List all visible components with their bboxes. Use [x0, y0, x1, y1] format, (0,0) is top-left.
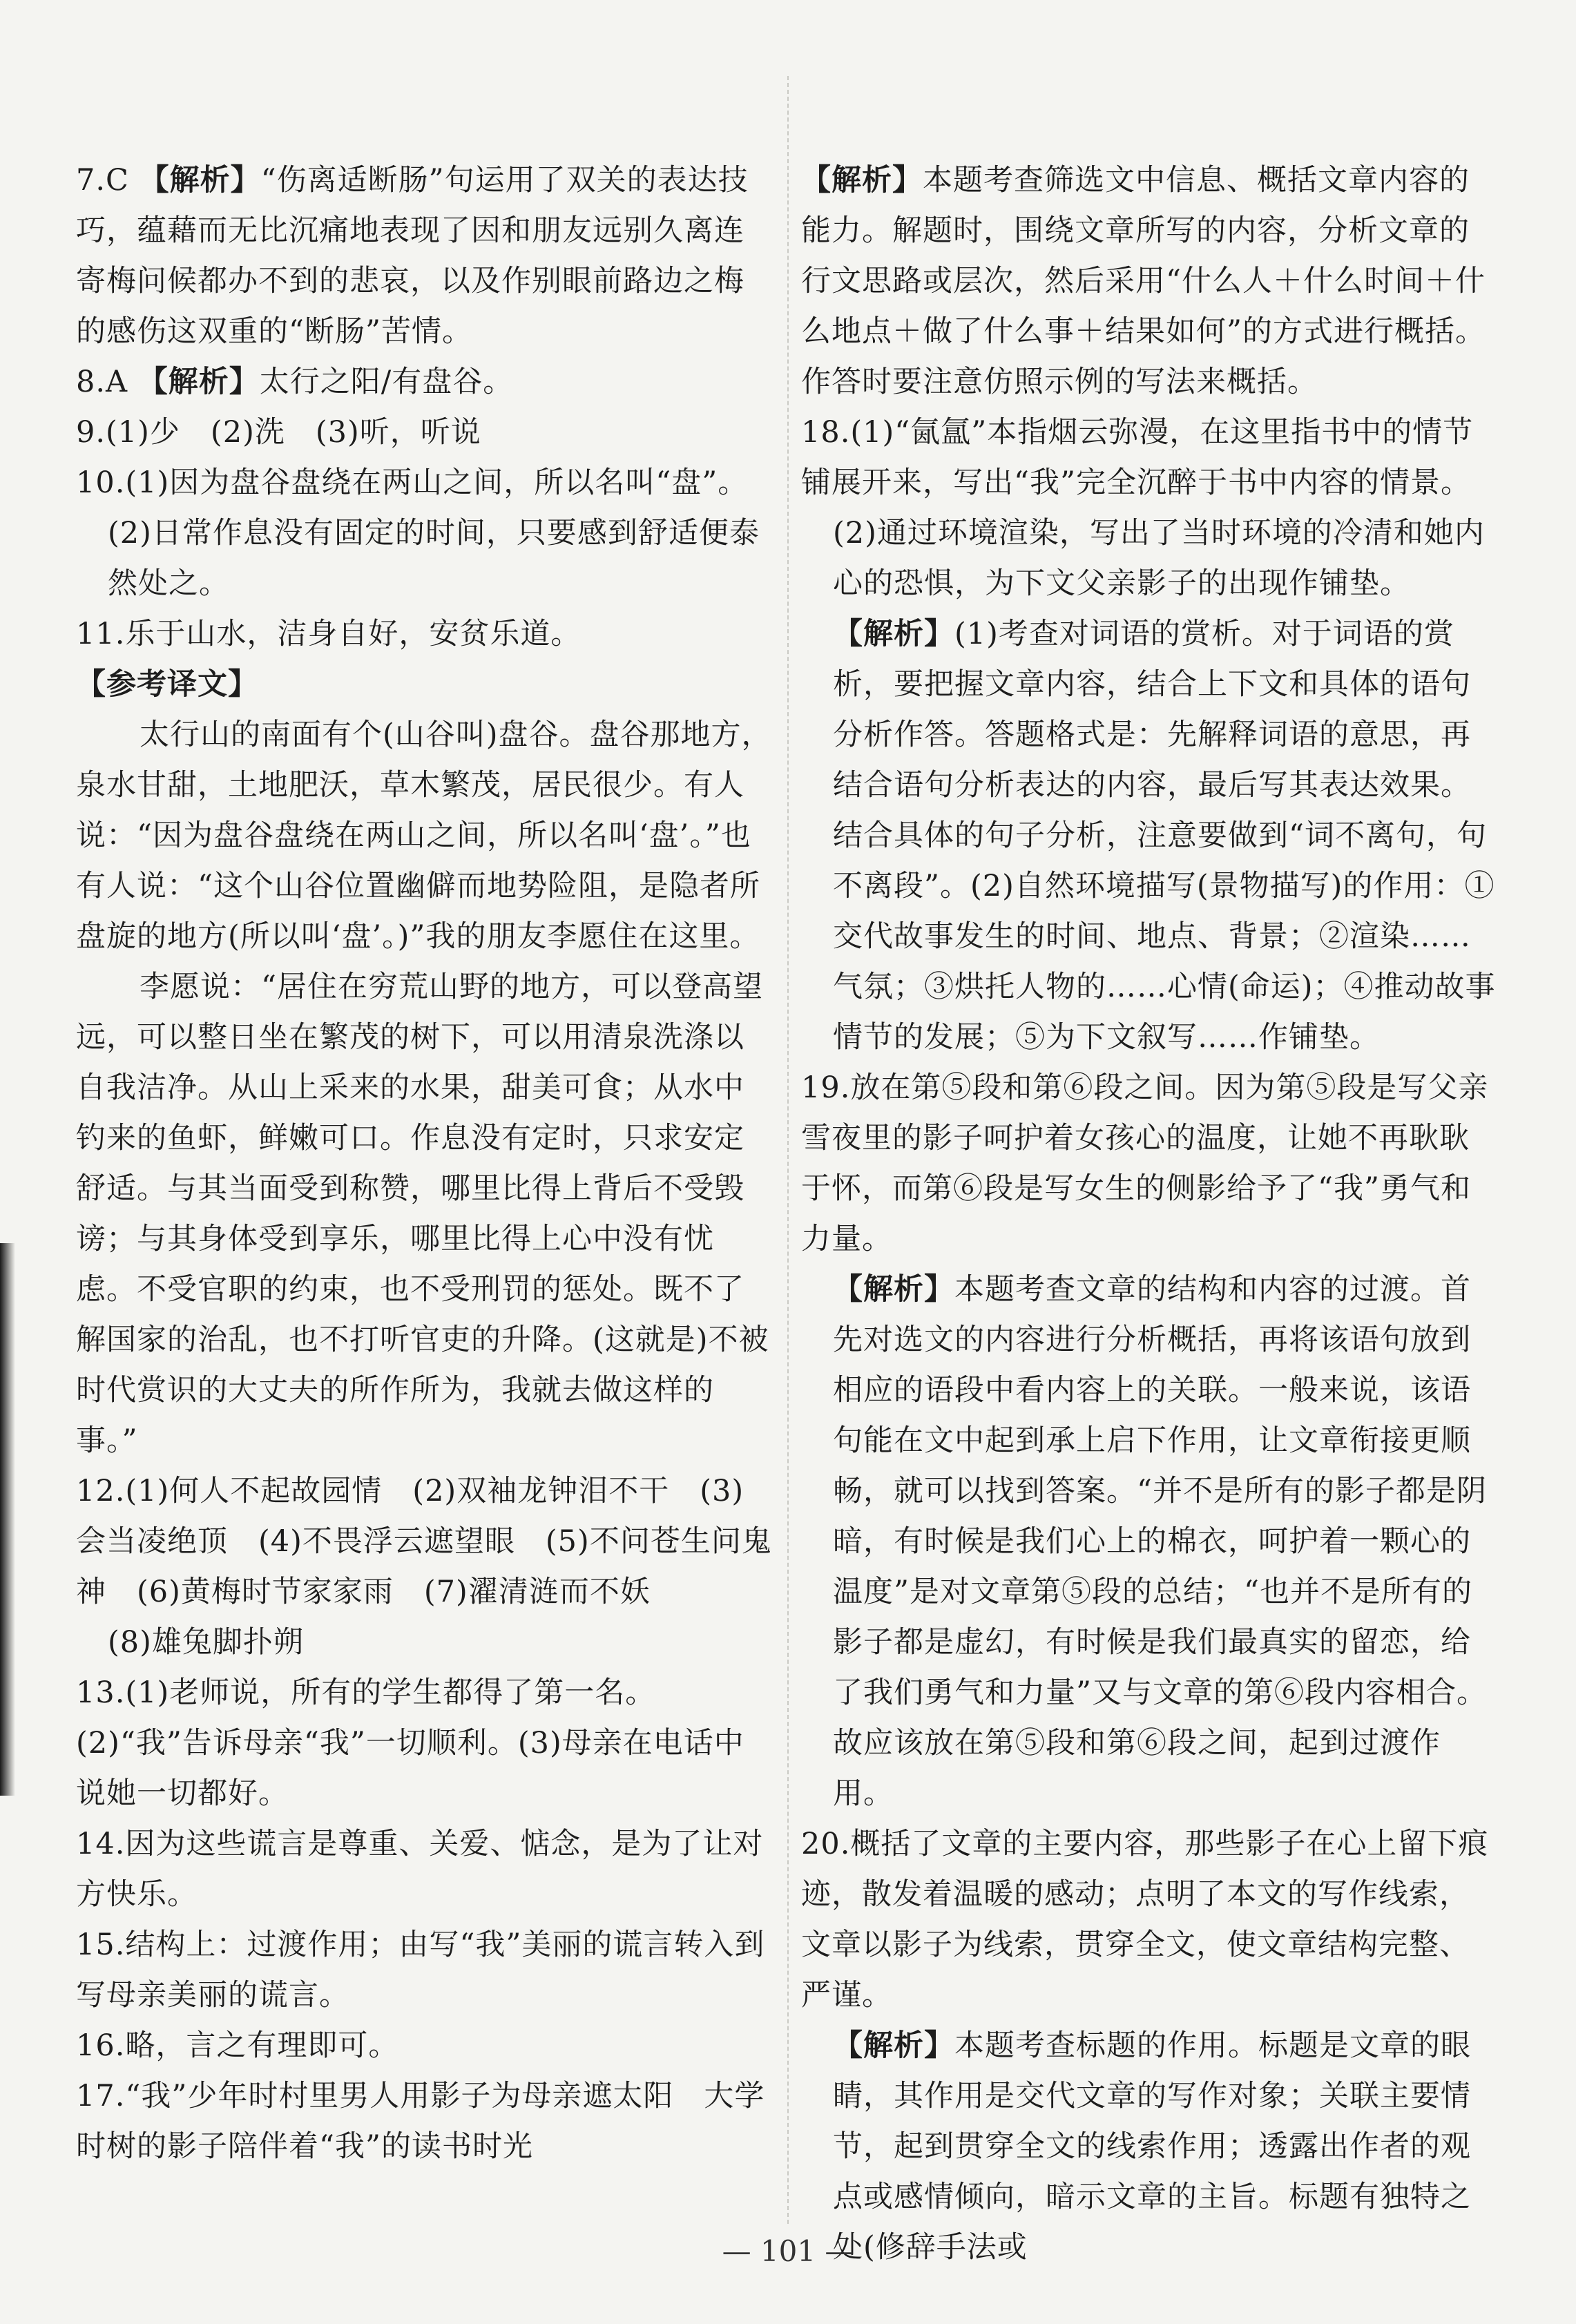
scan-edge-shadow: [0, 1243, 15, 1796]
right-column: [801, 155, 1499, 2273]
analysis-tag: 【解析】: [833, 617, 954, 651]
answer-10-part-1: 10.(1)因为盘谷盘绕在两山之间，所以名叫“盘”。: [76, 465, 749, 500]
answer-18-analysis-text: (1)考查对词语的赏析。对于词语的赏析，要把握文章内容，结合上下文和具体的语句分析作答。答题格式是：先解释词语的意思，再结合语句分析表达的内容，最后写其表达效果。结合具体的句子分析，注意要做到“词不离句，句不离段”。(2)自然环境描写(景物描写)的作用：①交代故事发生的时间、地点、背景；②渲染……气氛；③烘托人物的……心情(命运)；④推动故事情节的发展；⑤为下文叙写……作铺垫。: [833, 617, 1496, 1055]
translation-paragraph-1: 太行山的南面有个(山谷叫)盘谷。盘谷那地方，泉水甘甜，土地肥沃，草木繁茂，居民很少。有人说：“因为盘谷盘绕在两山之间，所以名叫‘盘’。”也有人说：“这个山谷位置幽僻而地势险阻，是隐者所盘旋的地方(所以叫‘盘’。)”我的朋友李愿住在这里。: [76, 718, 772, 954]
answer-14: 14.因为这些谎言是尊重、关爱、惦念，是为了让对方快乐。: [76, 1827, 764, 1912]
answer-8-text: 太行之阳/有盘谷。: [259, 365, 514, 399]
page-number: — 101 —: [722, 2234, 854, 2268]
answer-16: 16.略，言之有理即可。: [76, 2028, 399, 2063]
answer-17-analysis-text: 本题考查筛选文中信息、概括文章内容的能力。解题时，围绕文章所写的内容，分析文章的行文思路或层次，然后采用“什么人＋什么时间＋什么地点＋做了什么事＋结果如何”的方式进行概括。作答时要注意仿照示例的写法来概括。: [801, 163, 1486, 399]
translation-paragraph-2: 李愿说：“居住在穷荒山野的地方，可以登高望远，可以整日坐在繁茂的树下，可以用清泉洗涤以自我洁净。从山上采来的水果，甜美可食；从水中钓来的鱼虾，鲜嫩可口。作息没有定时，只求安定舒适。与其当面受到称赞，哪里比得上背后不受毁谤；与其身体受到享乐，哪里比得上心中没有忧虑。不受官职的约束，也不受刑罚的惩处。既不了解国家的治乱，也不打听官吏的升降。(这就是)不被时代赏识的大丈夫的所作所为，我就去做这样的事。”: [76, 970, 769, 1458]
column-divider: [787, 76, 789, 2224]
answer-12-part-8: (8)雄兔脚扑朔: [108, 1625, 304, 1660]
answer-9: 9.(1)少 (2)洗 (3)听，听说: [76, 415, 481, 450]
answer-20: 20.概括了文章的主要内容，那些影子在心上留下痕迹，散发着温暖的感动；点明了本文的写作线索，文章以影子为线索，贯穿全文，使文章结构完整、严谨。: [801, 1827, 1489, 2013]
answer-7-text: “伤离适断肠”句运用了双关的表达技巧，蕴藉而无比沉痛地表现了因和朋友远别久离连寄梅问候都办不到的悲哀，以及作别眼前路边之梅的感伤这双重的“断肠”苦情。: [76, 163, 749, 349]
analysis-tag: 【解析】: [137, 365, 260, 399]
answer-17: 17.“我”少年时村里男人用影子为母亲遮太阳 大学时树的影子陪伴着“我”的读书时光: [76, 2079, 765, 2164]
answer-19: 19.放在第⑤段和第⑥段之间。因为第⑤段是写父亲雪夜里的影子呵护着女孩心的温度，让她不再耿耿于怀，而第⑥段是写女生的侧影给予了“我”勇气和力量。: [801, 1070, 1489, 1256]
answer-10-part-2: (2)日常作息没有固定的时间，只要感到舒适便泰然处之。: [108, 516, 760, 601]
left-column: [76, 155, 773, 2172]
answer-7-number: 7.C: [76, 163, 129, 198]
answer-13: 13.(1)老师说，所有的学生都得了第一名。(2)“我”告诉母亲“我”一切顺利。(3)母亲在电话中说她一切都好。: [76, 1675, 744, 1811]
analysis-tag: 【解析】: [139, 163, 261, 198]
answer-15: 15.结构上：过渡作用；由写“我”美丽的谎言转入到写母亲美丽的谎言。: [76, 1928, 765, 2013]
answer-11: 11.乐于山水，洁身自好，安贫乐道。: [76, 617, 582, 651]
answer-8: [76, 357, 773, 407]
analysis-tag: 【解析】: [833, 2028, 954, 2063]
answer-8-number: 8.A: [76, 365, 128, 399]
answer-20-analysis-text: 本题考查标题的作用。标题是文章的眼睛，其作用是交代文章的写作对象；关联主要情节，起到贯穿全文的线索作用；透露出作者的观点或感情倾向，暗示文章的主旨。标题有独特之处(修辞手法或: [833, 2028, 1471, 2265]
answer-7: [76, 155, 773, 357]
answer-19-analysis: [801, 1265, 1499, 1819]
answer-19-analysis-text: 本题考查文章的结构和内容的过渡。首先对选文的内容进行分析概括，再将该语句放到相应的语段中看内容上的关联。一般来说，该语句能在文中起到承上启下作用，让文章衔接更顺畅，就可以找到答案。“并不是所有的影子都是阴暗，有时候是我们心上的棉衣，呵护着一颗心的温度”是对文章第⑤段的总结；“也并不是所有的影子都是虚幻，有时候是我们最真实的留恋，给了我们勇气和力量”又与文章的第⑥段内容相合。故应该放在第⑤段和第⑥段之间，起到过渡作用。: [833, 1272, 1487, 1811]
answer-12: 12.(1)何人不起故园情 (2)双袖龙钟泪不干 (3)会当凌绝顶 (4)不畏浮云遮望眼 (5)不问苍生问鬼神 (6)黄梅时节家家雨 (7)濯清涟而不妖: [76, 1474, 772, 1609]
answer-17-analysis: [801, 155, 1499, 407]
translation-heading: 【参考译文】: [76, 667, 258, 702]
analysis-tag: 【解析】: [801, 163, 923, 198]
answer-18-analysis: [801, 609, 1499, 1063]
answer-18-part-2: (2)通过环境渲染，写出了当时环境的冷清和她内心的恐惧，为下文父亲影子的出现作铺垫。: [833, 516, 1485, 601]
analysis-tag: 【解析】: [833, 1272, 954, 1307]
answer-18-part-1: 18.(1)“氤氲”本指烟云弥漫，在这里指书中的情节铺展开来，写出“我”完全沉醉于书中内容的情景。: [801, 415, 1474, 500]
